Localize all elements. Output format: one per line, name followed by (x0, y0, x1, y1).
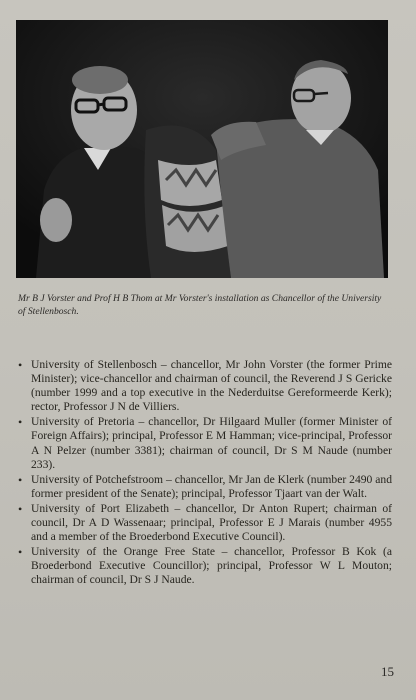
list-item-text: University of the Orange Free State – chancellor, Professor B Kok (a Broederbond Executive Councillor); principal, Professor W L Mouton; chairman of council, Dr S J Naude. (31, 545, 392, 587)
list-item (18, 415, 392, 471)
list-item (18, 358, 392, 414)
photograph (16, 20, 388, 278)
bullet-icon: • (18, 415, 23, 430)
photo-caption: Mr B J Vorster and Prof H B Thom at Mr Vorster's installation as Chancellor of the University of Stellenbosch. (18, 293, 382, 317)
list-item-text: University of Pretoria – chancellor, Dr Hilgaard Muller (former Minister of Foreign Affairs); principal, Professor E M Hamman; vice-principal, Professor A N Pelzer (number 3381); chairman of council, Dr S M Naude (number 233). (31, 415, 392, 471)
bullet-icon: • (18, 358, 23, 372)
list-item-text: University of Stellenbosch – chancellor, Mr John Vorster (the former Prime Minister); vice-chancellor and chairman of council, the Reverend J S Gericke (number 1999 and a top executive in the Nederduitse Gereformeerde Kerk); rector, Professor J N de Villiers. (31, 358, 392, 414)
list-item (18, 545, 392, 587)
university-list (18, 358, 392, 589)
list-item-text: University of Port Elizabeth – chancellor, Dr Anton Rupert; chairman of council, Dr A D Wassenaar; principal, Professor E J Marais (number 4955 and a member of the Broederbond Executive Council). (31, 501, 392, 544)
list-item (18, 502, 392, 544)
bullet-icon: • (18, 545, 23, 560)
list-item (18, 473, 392, 501)
photo-illustration (16, 20, 388, 278)
page-number: 15 (381, 664, 394, 679)
bullet-icon: • (18, 501, 23, 516)
list-item-text: University of Potchefstroom – chancellor, Mr Jan de Klerk (number 2490 and former president of the Senate); principal, Professor Tjaart van der Walt. (31, 472, 392, 500)
bullet-icon: • (18, 472, 23, 487)
